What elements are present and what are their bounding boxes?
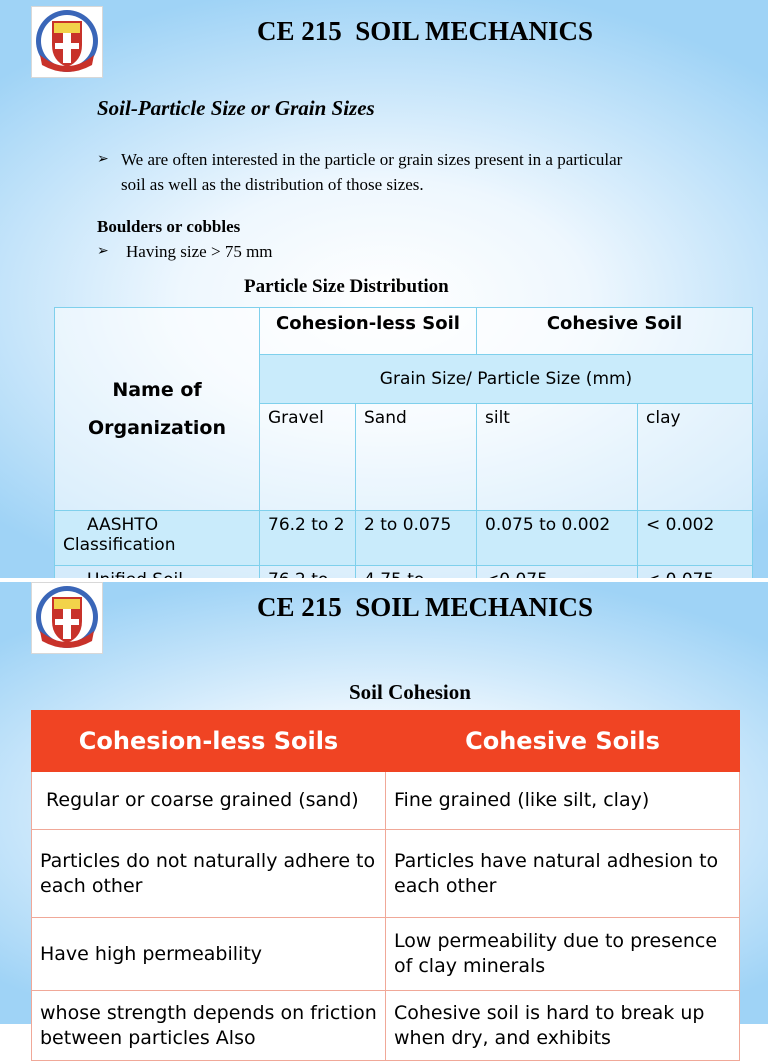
table-cell: 2 to 0.075 [356,511,477,566]
boulders-heading: Boulders or cobbles [97,217,241,236]
table-cell: Regular or coarse grained (sand) [32,772,386,830]
bullet-intro [97,147,637,197]
table-cell: Particles have natural adhesion to each other [386,830,740,918]
bullet-text: We are often interested in the particle or grain sizes present in a particular soil as well as the distribution of those sizes. [121,150,623,194]
bullet-text: Having size > 75 mm [126,242,273,261]
column-header: Gravel [260,404,356,511]
table-cell: whose strength depends on friction between particles Also [32,991,386,1061]
table-cell: Have high permeability [32,918,386,991]
table-cell: Cohesive soil is hard to break up when dry, and exhibits [386,991,740,1061]
column-header: silt [477,404,638,511]
table-cell: 76.2 to 2 [260,511,356,566]
table-cell: Particles do not naturally adhere to each other [32,830,386,918]
university-crest-logo [31,582,103,654]
cohesionless-header: Cohesion-less Soil [260,308,477,355]
column-header: Cohesive Soils [386,711,740,772]
course-title: CE 215 SOIL MECHANICS [256,592,594,622]
table-cell: Low permeability due to presence of clay minerals [386,918,740,991]
column-header: clay [638,404,753,511]
course-title: CE 215 SOIL MECHANICS [256,16,594,46]
table-title: Particle Size Distribution [244,276,449,297]
table-cell: Fine grained (like silt, clay) [386,772,740,830]
bullet-arrow-icon: ➢ [97,244,109,259]
table-cell: < 0.002 [638,511,753,566]
bullet-boulders [97,239,273,264]
particle-size-table [54,307,753,606]
slide-subtitle: Soil-Particle Size or Grain Sizes [97,96,375,120]
slide-subtitle: Soil Cohesion [349,680,471,704]
bullet-arrow-icon: ➢ [97,152,109,167]
org-header: Name of Organization [55,308,260,511]
column-header: Cohesion-less Soils [32,711,386,772]
row-org: AASHTO Classification [55,511,260,566]
grain-size-header: Grain Size/ Particle Size (mm) [260,355,753,404]
soil-cohesion-table [31,710,740,1061]
cohesive-header: Cohesive Soil [477,308,753,355]
column-header: Sand [356,404,477,511]
university-crest-logo [31,6,103,78]
table-cell: 0.075 to 0.002 [477,511,638,566]
slide-soil-cohesion [0,582,768,1049]
